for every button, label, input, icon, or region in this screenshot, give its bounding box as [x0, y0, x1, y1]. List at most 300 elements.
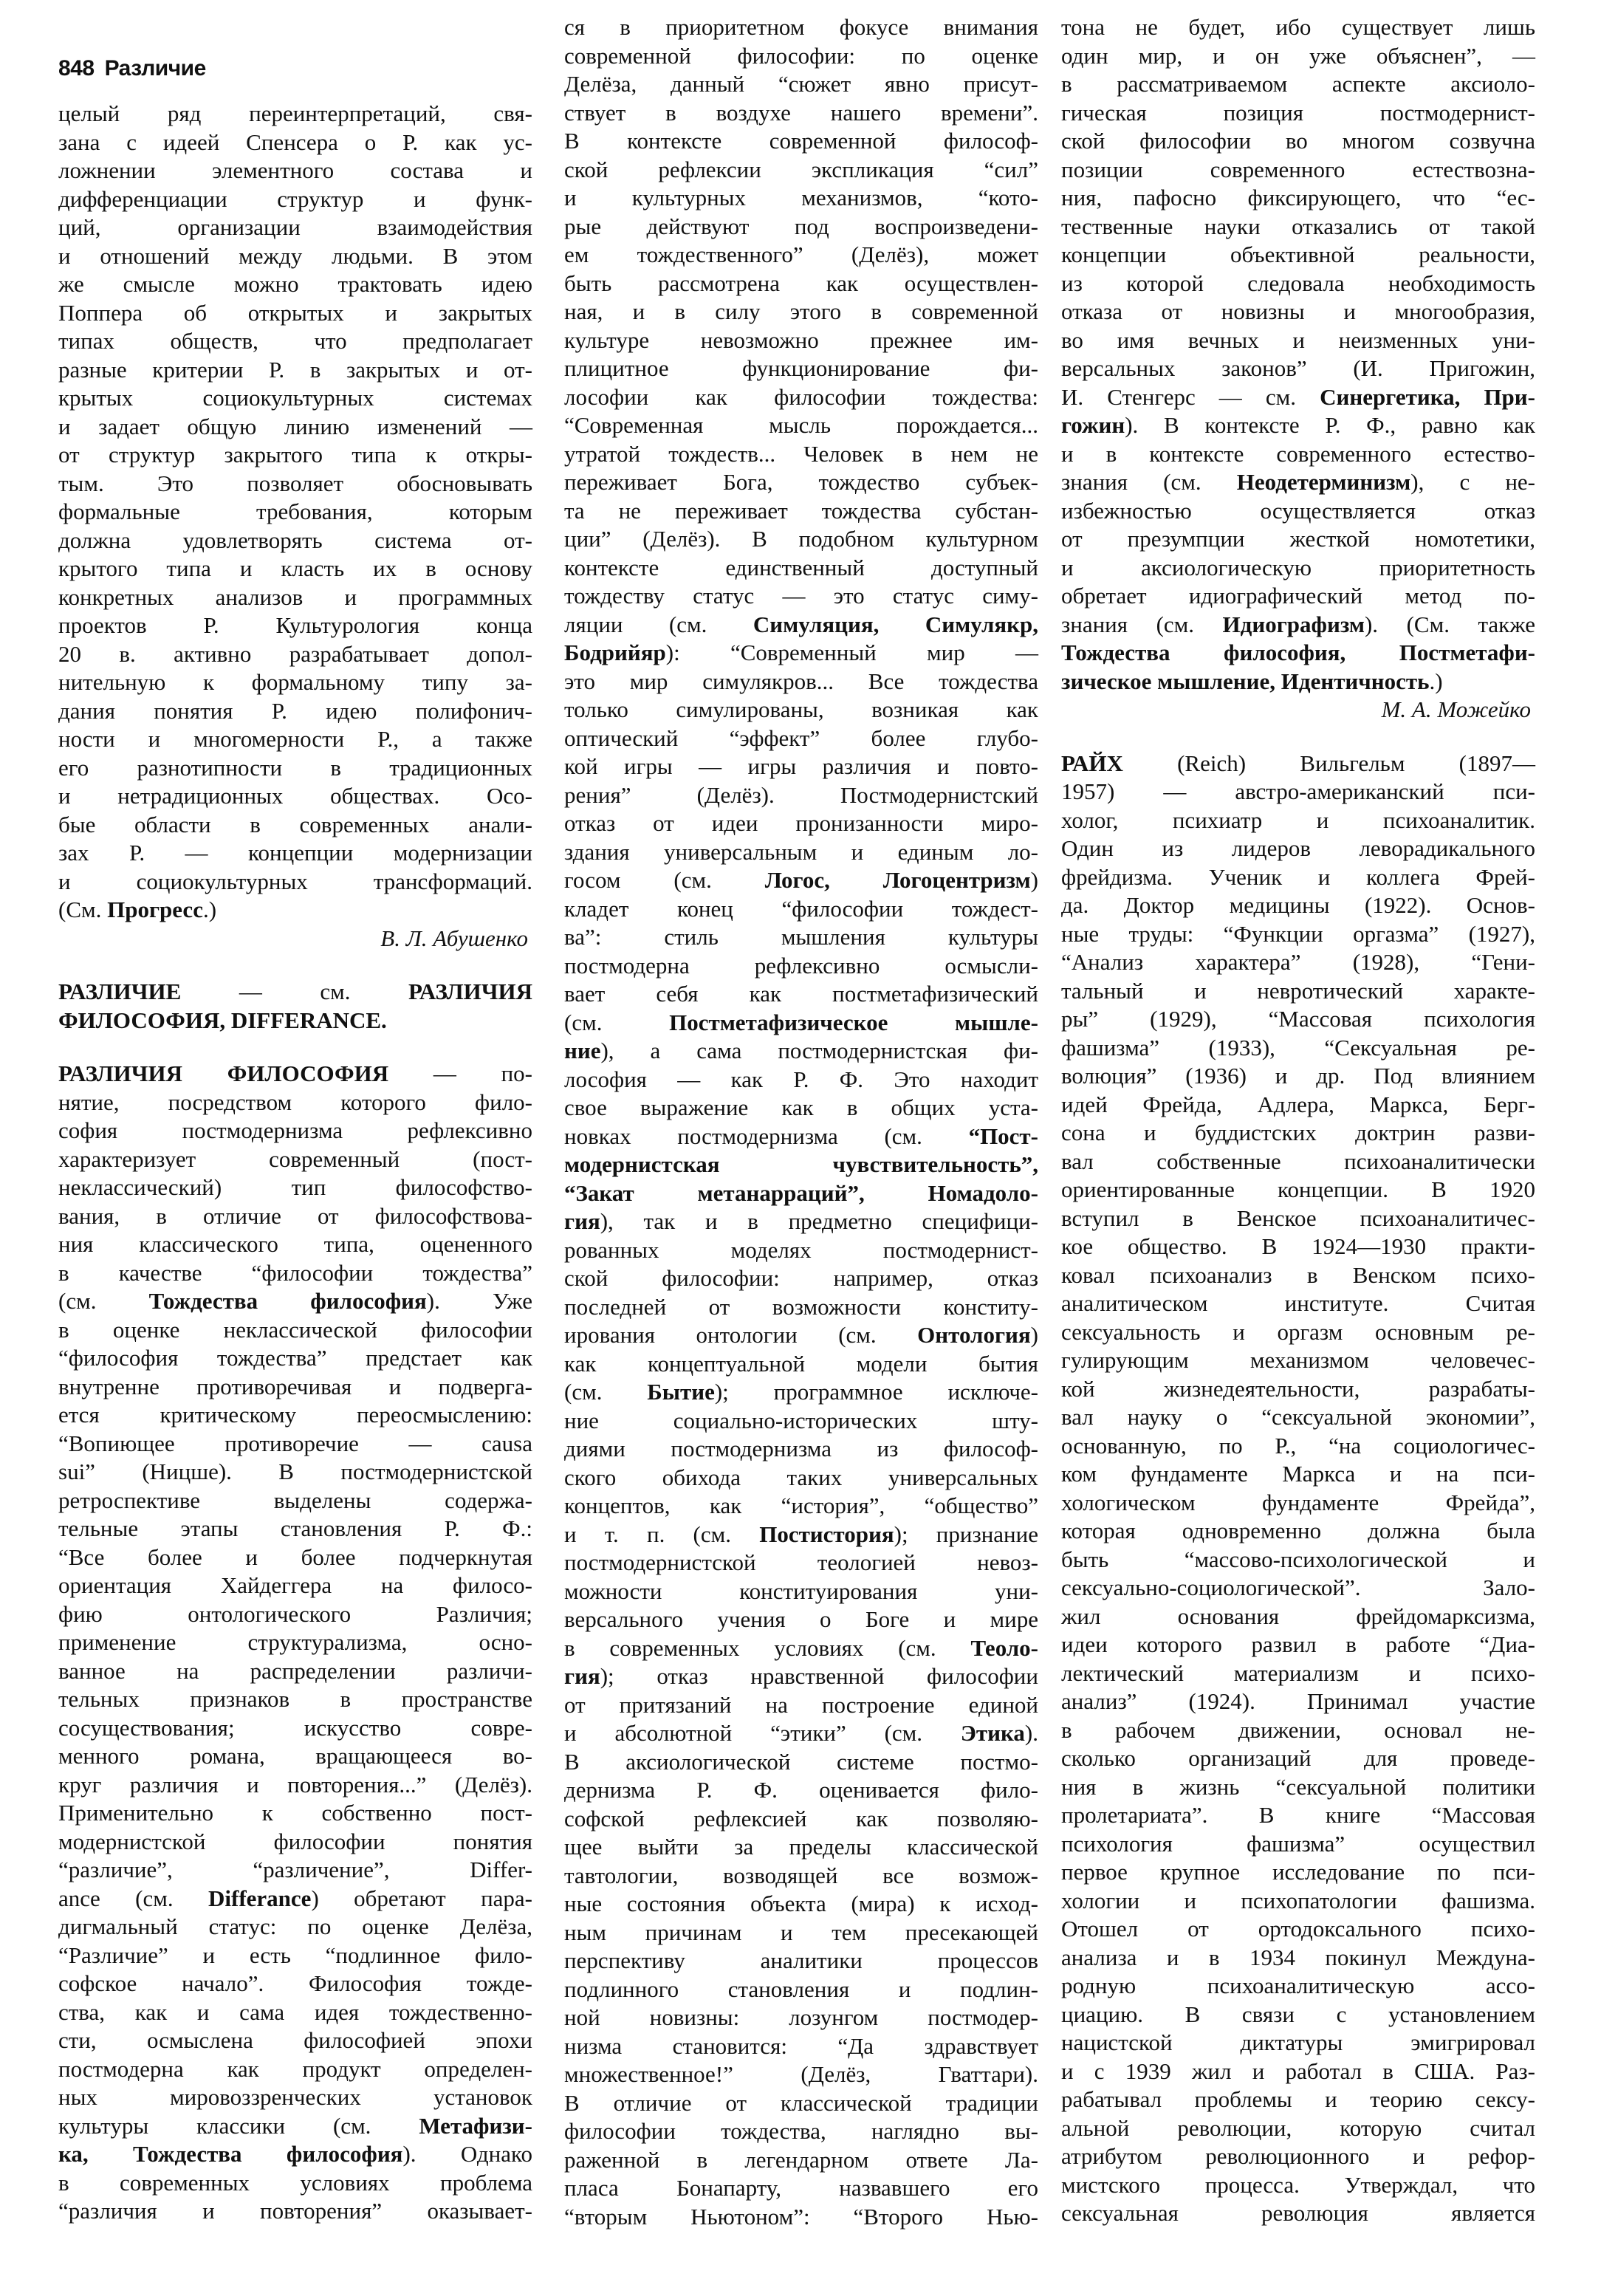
text-line [1061, 270, 1535, 298]
text-line [564, 952, 1038, 981]
text-line [1061, 127, 1535, 156]
text-run: циацию. В связи с установлением [1061, 2001, 1535, 2027]
text-line [58, 611, 532, 640]
text-line [1061, 1034, 1535, 1063]
text-run: первое крупное исследование по пси- [1061, 1859, 1535, 1885]
text-run: постмодерна как продукт определен- [58, 2055, 532, 2082]
text-line [1061, 1005, 1535, 1034]
text-line [58, 2083, 532, 2112]
dictionary-entry [58, 978, 532, 1035]
text-run: и аксиологическую приоритетность [1061, 554, 1535, 580]
running-head [58, 56, 216, 81]
text-line [564, 70, 1038, 99]
text-line [564, 1151, 1038, 1179]
bold-term: Differance [208, 1885, 312, 1911]
text-line [1061, 326, 1535, 355]
text-line [58, 1173, 532, 1202]
text-line [58, 896, 532, 925]
text-run: софия постмодернизма рефлексивно [58, 1117, 532, 1143]
text-line [564, 1833, 1038, 1862]
text-line [564, 1862, 1038, 1891]
text-run: же смысле можно трактовать идею [58, 271, 532, 297]
text-line [58, 811, 532, 840]
text-line [58, 1344, 532, 1373]
text-line [1061, 241, 1535, 270]
text-run: ем тождественного” (Делёз), может [564, 241, 1038, 267]
text-run: во имя вечных и неизменных уни- [1061, 326, 1535, 353]
text-run: .) [1429, 668, 1443, 694]
text-line [564, 1577, 1038, 1606]
text-run: свое выражение как в общих уста- [564, 1094, 1038, 1120]
text-line [58, 128, 532, 157]
text-line [58, 1628, 532, 1657]
text-line [564, 13, 1038, 42]
text-line [1061, 2029, 1535, 2057]
text-line [564, 1179, 1038, 1208]
text-run: психология фашизма” осуществил [1061, 1830, 1535, 1857]
text-run: ance (см. [58, 1885, 209, 1911]
text-line [1061, 1915, 1535, 1944]
bold-term: ФИЛОСОФИЯ, DIFFERANCE. [58, 1007, 387, 1033]
text-line [58, 782, 532, 811]
text-run: тельные этапы становления Р. Ф.: [58, 1515, 532, 1541]
text-line [564, 1492, 1038, 1521]
text-run: здания универсальным и единым ло- [564, 838, 1038, 865]
text-line [564, 753, 1038, 781]
bold-term: ние [564, 1038, 601, 1063]
text-line [564, 184, 1038, 213]
text-line [564, 895, 1038, 924]
text-line [564, 525, 1038, 554]
bold-term: ка, Тождества философия [58, 2141, 403, 2167]
text-run: вал науку о “сексуальной экономии”, [1061, 1404, 1535, 1430]
bold-term: Неодетерминизм [1236, 469, 1411, 495]
text-line [58, 498, 532, 527]
text-run: мистского процесса. Утверждал, что [1061, 2171, 1535, 2198]
text-line [564, 99, 1038, 128]
text-run: позиции современного естествозна- [1061, 156, 1535, 182]
text-run: гическая позиция постмодернист- [1061, 99, 1535, 126]
text-run: вания, в отличие от философствова- [58, 1202, 532, 1229]
text-line [564, 354, 1038, 383]
text-line [564, 1662, 1038, 1691]
text-line [564, 2089, 1038, 2118]
text-run: и задает общую линию изменений — [58, 413, 532, 439]
text-line [1061, 525, 1535, 554]
bold-term: Бодрийяр [564, 640, 666, 665]
text-run: нительную к формальному типу за- [58, 669, 532, 695]
text-line [1061, 213, 1535, 241]
text-run: пласа Бонапарту, назвавшего его [564, 2175, 1038, 2201]
text-line [1061, 2142, 1535, 2171]
text-run: тественные науки отказались от такой [1061, 213, 1535, 239]
text-run: и нетрадиционных обществах. Осо- [58, 783, 532, 809]
text-line [564, 1975, 1038, 2004]
bold-term: гожин [1061, 412, 1125, 438]
text-line [58, 1060, 532, 1089]
bold-term: гия [564, 1663, 600, 1689]
text-line [1061, 668, 1535, 696]
text-run: ): “Современный мир — [665, 640, 1038, 665]
text-line [1061, 1574, 1535, 1603]
text-run: анализа и в 1934 покинул Междуна- [1061, 1944, 1535, 1970]
text-line [58, 213, 532, 242]
text-run: ствует в воздухе нашего времени”. [564, 99, 1038, 126]
text-line [564, 298, 1038, 326]
text-line [58, 100, 532, 128]
text-run: постмодернистской теологией невоз- [564, 1549, 1038, 1575]
text-line [1061, 582, 1535, 611]
text-line [1061, 184, 1535, 213]
text-line [1061, 1801, 1535, 1830]
text-line [564, 1521, 1038, 1549]
bold-term: Логос, Логоцентризм [764, 867, 1031, 893]
text-line [564, 1207, 1038, 1236]
text-run: ции” (Делёз). В подобном культурном [564, 526, 1038, 552]
text-line [564, 411, 1038, 440]
text-line [1061, 639, 1535, 668]
text-run: зах Р. — концепции модернизации [58, 840, 532, 866]
text-run: “вторым Ньютоном”: “Второго Нью- [564, 2203, 1038, 2230]
text-line [58, 327, 532, 356]
text-line [1061, 1489, 1535, 1518]
text-line [564, 1378, 1038, 1407]
text-run: ), так и в предметно специфици- [600, 1208, 1038, 1234]
text-line [564, 1407, 1038, 1436]
text-run: сексуально-социологической”. Зало- [1061, 1574, 1535, 1600]
text-run: ванное на распределении различи- [58, 1657, 532, 1684]
text-line [1061, 2171, 1535, 2200]
text-line [564, 42, 1038, 71]
text-run: атрибутом революционного и рефор- [1061, 2143, 1535, 2169]
text-line [564, 1719, 1038, 1748]
text-run: кой жизнедеятельности, разрабаты- [1061, 1375, 1535, 1402]
text-run: ной новизны: лозунгом постмодер- [564, 2004, 1038, 2030]
text-line [1061, 99, 1535, 128]
text-line [58, 1771, 532, 1800]
text-line [58, 1572, 532, 1600]
text-line [564, 1037, 1038, 1066]
text-line [564, 1236, 1038, 1265]
text-run: сколько организаций для проведе- [1061, 1745, 1535, 1771]
text-run: (см. [564, 1009, 670, 1035]
text-run: родную психоаналитическую ассо- [1061, 1973, 1535, 1998]
text-line [1061, 611, 1535, 640]
text-line [1061, 2001, 1535, 2029]
text-run: знания (см. [1061, 469, 1237, 495]
text-line [58, 978, 532, 1007]
text-run: лософии как философии тождества: [564, 383, 1038, 410]
text-run: ) [1030, 1322, 1038, 1348]
text-run: — по- [388, 1060, 532, 1086]
text-run: и т. п. (см. [564, 1521, 760, 1547]
text-line [58, 1145, 532, 1174]
text-line [564, 724, 1038, 753]
text-run: ные состояния объекта (мира) к исход- [564, 1891, 1038, 1916]
text-line [1061, 948, 1535, 977]
text-line [1061, 468, 1535, 497]
text-line [564, 2146, 1038, 2175]
text-run: ) [1030, 867, 1038, 893]
text-line [58, 1828, 532, 1857]
text-run: ). В контексте Р. Ф., равно как [1125, 412, 1535, 438]
text-line [58, 1259, 532, 1288]
text-line [1061, 1716, 1535, 1745]
text-line [1061, 920, 1535, 949]
text-run: Применительно к собственно пост- [58, 1800, 532, 1826]
text-line [564, 866, 1038, 895]
text-run: тельных признаков в пространстве [58, 1686, 532, 1712]
text-run: концептов, как “история”, “общество” [564, 1493, 1038, 1518]
text-run: круг различия и повторения...” (Делёз). [58, 1771, 532, 1798]
text-run: и в контексте современного естество- [1061, 440, 1535, 467]
text-line [58, 754, 532, 783]
text-run: сона и буддистских доктрин разви- [1061, 1120, 1535, 1145]
text-run: ным причинам и тем пресекающей [564, 1919, 1038, 1945]
text-run: ние социально-исторических шту- [564, 1407, 1038, 1433]
text-line [564, 241, 1038, 270]
text-run: это мир симулякров... Все тождества [564, 668, 1038, 694]
text-run: утратой тождеств... Человек в нем не [564, 440, 1038, 467]
text-run: рые действуют под воспроизведени- [564, 213, 1038, 239]
text-run: тона не будет, ибо существует лишь [1061, 14, 1535, 40]
text-run: аналитическом институте. Считая [1061, 1290, 1535, 1316]
text-run: контексте единственный доступный [564, 554, 1038, 580]
text-line [1061, 1375, 1535, 1404]
text-line [1061, 1517, 1535, 1546]
text-run: зана с идеей Спенсера о Р. как ус- [58, 128, 532, 155]
text-line [58, 384, 532, 413]
text-run: ) обретают пара- [311, 1885, 532, 1911]
text-line [1061, 863, 1535, 892]
column-left [58, 100, 532, 2226]
text-line [564, 1435, 1038, 1464]
text-run: ковал психоанализ в Венском психо- [1061, 1261, 1535, 1288]
text-run: фию онтологического Различия; [58, 1600, 532, 1627]
text-line [1061, 1687, 1535, 1716]
text-run: “Вопиющее противоречие — causa [58, 1430, 532, 1456]
text-line [58, 1885, 532, 1913]
text-line [58, 1430, 532, 1459]
text-run: ); признание [894, 1521, 1038, 1547]
text-run: ). Однако [402, 2141, 532, 2167]
text-run: нацистской диктатуры эмигрировал [1061, 2029, 1535, 2055]
text-run: и отношений между людьми. В этом [58, 242, 532, 269]
text-run: основанную, по Р., “на социологичес- [1061, 1432, 1535, 1459]
text-run: ской рефлексии экспликация “сил” [564, 156, 1038, 182]
text-run: тальный и невротический характе- [1061, 977, 1535, 1004]
text-run: “Анализ характера” (1928), “Гени- [1061, 949, 1535, 975]
text-line [564, 980, 1038, 1009]
text-run: “Различие” и есть “подлинное фило- [58, 1942, 532, 1968]
text-line [564, 838, 1038, 867]
text-line [58, 1685, 532, 1714]
text-line [564, 2032, 1038, 2061]
text-run: ций, организации взаимодействия [58, 214, 532, 240]
text-run: формальные требования, которым [58, 498, 532, 524]
text-line [58, 1316, 532, 1345]
text-line [1061, 1289, 1535, 1318]
text-run: его разнотипности в традиционных [58, 754, 532, 781]
text-line [58, 413, 532, 442]
text-run: кое общество. В 1924—1930 практи- [1061, 1233, 1535, 1259]
text-line [564, 809, 1038, 838]
text-run: ности и многомерности Р., а также [58, 726, 532, 752]
text-run: альной революции, которую считал [1061, 2114, 1535, 2141]
text-line [58, 1998, 532, 2027]
text-run: как концептуальной модели бытия [564, 1350, 1038, 1377]
text-run: дернизма Р. Ф. оценивается фило- [564, 1777, 1038, 1803]
text-line [58, 1515, 532, 1543]
text-line [58, 2140, 532, 2169]
text-run: ства, как и сама идея тождественно- [58, 1998, 532, 2025]
text-line [1061, 1631, 1535, 1659]
text-line [1061, 383, 1535, 412]
text-line [58, 868, 532, 897]
text-line [1061, 1176, 1535, 1204]
text-line [58, 1089, 532, 1117]
text-run: модернистской философии понятия [58, 1828, 532, 1854]
text-line [564, 1748, 1038, 1777]
text-run: множественное!” (Делёз, Гваттари). [564, 2061, 1038, 2087]
text-run: ния, пафосно фиксирующего, что “ес- [1061, 185, 1535, 210]
text-run: в качестве “философии тождества” [58, 1259, 532, 1286]
text-run: ные труды: “Функции оргазма” (1927), [1061, 920, 1535, 947]
text-run: можности конституирования уни- [564, 1577, 1038, 1604]
text-run: раженной в легендарном ответе Ла- [564, 2146, 1038, 2173]
text-run: .) [202, 897, 217, 922]
text-line [58, 299, 532, 328]
text-line [58, 555, 532, 583]
paragraph [564, 13, 1038, 2231]
bold-term: гия [564, 1208, 600, 1234]
text-run: один мир, и он уже объяснен”, — [1061, 42, 1535, 69]
text-line [1061, 554, 1535, 583]
text-run: и социокультурных трансформаций. [58, 868, 532, 894]
text-run: ния в жизнь “сексуальной политики [1061, 1773, 1535, 1800]
text-line [564, 696, 1038, 724]
text-run: жил основания фрейдомарксизма, [1061, 1603, 1535, 1629]
text-line [1061, 1318, 1535, 1347]
text-run: внутренне противоречивая и подверга- [58, 1373, 532, 1399]
bold-term: Прогресс [107, 897, 203, 922]
text-run: ); программное исключе- [714, 1379, 1039, 1405]
text-line [58, 441, 532, 470]
bold-term: Бытие [647, 1379, 715, 1405]
text-line [1061, 42, 1535, 71]
text-line [1061, 13, 1535, 42]
text-run: постмодерна рефлексивно осмысли- [564, 952, 1038, 979]
text-run: ). [1024, 1720, 1038, 1746]
text-run: ), с не- [1410, 469, 1535, 495]
text-run: сексуальная революция является [1061, 2200, 1535, 2226]
text-run: в современных условиях проблема [58, 2169, 532, 2196]
text-line [58, 2055, 532, 2084]
text-run: пролетариата”. В книге “Массовая [1061, 1802, 1535, 1828]
text-line [564, 611, 1038, 640]
bold-term: Тождества философия [148, 1288, 427, 1314]
text-run: типах обществ, что предполагает [58, 328, 532, 354]
text-run: нятие, посредством которого фило- [58, 1089, 532, 1115]
text-run: та не переживает тождества субстан- [564, 497, 1038, 524]
text-line [1061, 1432, 1535, 1461]
text-line [564, 1549, 1038, 1577]
text-run: подлинного становления и подлин- [564, 1975, 1038, 2002]
text-run: характеризует современный (пост- [58, 1145, 532, 1172]
text-line [58, 470, 532, 498]
bold-term: “Закат метанарраций”, Номадоло- [564, 1179, 1038, 1206]
text-line [1061, 1773, 1535, 1802]
text-run: избежностью осуществляется отказ [1061, 497, 1535, 524]
text-line [564, 1321, 1038, 1350]
text-line [58, 1714, 532, 1743]
text-run: культуре невозможно прежнее им- [564, 326, 1038, 353]
text-run: тождеству статус — это статус симу- [564, 583, 1038, 609]
text-line [564, 1264, 1038, 1293]
text-run: применение структурализма, осно- [58, 1629, 532, 1655]
text-run: из которой следовала необходимость [1061, 270, 1535, 296]
author-signature: В. Л. Абушенко [380, 925, 528, 951]
text-run: “Современная мысль порождается... [564, 412, 1038, 438]
bold-term: Теоло- [970, 1634, 1038, 1661]
text-line [1061, 70, 1535, 99]
text-line [1061, 1261, 1535, 1290]
text-line [564, 2060, 1038, 2089]
text-line [564, 1293, 1038, 1322]
bold-term: Тождества философия, Постметафи- [1061, 640, 1535, 665]
text-run: оптический “эффект” более глубо- [564, 724, 1038, 751]
text-run: дигмальный статус: по оценке Делёза, [58, 1913, 532, 1939]
text-line [58, 1487, 532, 1515]
text-line [1061, 835, 1535, 863]
text-run: неклассический) тип философство- [58, 1174, 532, 1200]
text-run: ориентация Хайдеггера на филосо- [58, 1572, 532, 1598]
text-run: ная, и в силу этого в современной [564, 298, 1038, 324]
text-line [1061, 2086, 1535, 2114]
text-run: низма становится: “Да здравствует [564, 2032, 1038, 2059]
text-line [58, 697, 532, 726]
text-run: концепции объективной реальности, [1061, 241, 1535, 267]
text-run: плицитное функционирование фи- [564, 355, 1038, 381]
text-line [1061, 298, 1535, 326]
dictionary-entry [58, 1060, 532, 2226]
text-run: современной философии: по оценке [564, 42, 1038, 69]
text-line [1061, 1659, 1535, 1688]
text-run: проектов Р. Культурология конца [58, 612, 532, 638]
text-run: тавтологии, возводящей все возмож- [564, 1862, 1038, 1888]
text-run: менного романа, вращающееся во- [58, 1743, 532, 1769]
text-line [564, 468, 1038, 497]
text-line [1061, 750, 1535, 778]
text-line [58, 2026, 532, 2055]
column-middle [564, 13, 1038, 2231]
text-run: новках постмодернизма (см. [564, 1123, 969, 1149]
text-line [564, 1805, 1038, 1834]
text-run: вает себя как постметафизический [564, 981, 1038, 1007]
text-line [58, 640, 532, 669]
text-line [564, 1066, 1038, 1094]
text-run: 20 в. активно разрабатывает допол- [58, 640, 532, 667]
text-run: версальных законов” (И. Пригожин, [1061, 355, 1535, 381]
text-line [58, 839, 532, 868]
text-run: целый ряд переинтерпретаций, свя- [58, 100, 532, 126]
text-line [1061, 1603, 1535, 1631]
text-run: рения” (Делёз). Постмодернистский [564, 781, 1038, 808]
text-run: ской философии во многом созвучна [1061, 128, 1535, 154]
text-line [564, 1123, 1038, 1151]
text-run: В отличие от классической традиции [564, 2089, 1038, 2116]
text-run: ской философии: например, отказ [564, 1265, 1038, 1291]
